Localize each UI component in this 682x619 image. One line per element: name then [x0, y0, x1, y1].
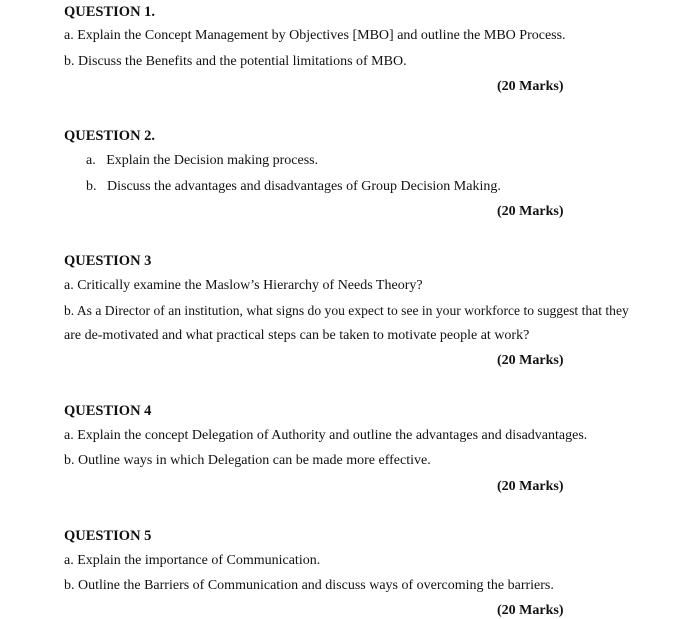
question-4-title: QUESTION 4 [64, 403, 152, 419]
question-5-title: QUESTION 5 [64, 528, 152, 544]
question-3-item-b: b. As a Director of an institution, what signs do you expect to see in your workforce to suggest that they [64, 303, 629, 318]
question-3-item-a: a. Critically examine the Maslow’s Hierarchy of Needs Theory? [64, 278, 423, 293]
question-1-marks: (20 Marks) [497, 79, 564, 94]
question-1-title: QUESTION 1. [64, 4, 156, 20]
question-4-marks: (20 Marks) [497, 479, 564, 494]
question-4-item-a: a. Explain the concept Delegation of Authority and outline the advantages and disadvantages. [64, 428, 588, 443]
question-2-item-b: b. Discuss the advantages and disadvantages of Group Decision Making. [86, 179, 501, 194]
question-3-item-b-continued: are de-motivated and what practical steps can be taken to motivate people at work? [64, 328, 530, 343]
question-5-marks: (20 Marks) [497, 603, 564, 618]
question-1-item-a: a. Explain the Concept Management by Objectives [MBO] and outline the MBO Process. [64, 28, 566, 43]
question-4-item-b: b. Outline ways in which Delegation can be made more effective. [64, 453, 431, 468]
question-2-item-a: a. Explain the Decision making process. [86, 153, 319, 168]
question-5-item-b: b. Outline the Barriers of Communication and discuss ways of overcoming the barriers. [64, 578, 554, 593]
question-5-item-a: a. Explain the importance of Communication. [64, 553, 321, 568]
question-2-title: QUESTION 2. [64, 128, 156, 144]
question-3-marks: (20 Marks) [497, 353, 564, 368]
question-2-marks: (20 Marks) [497, 204, 564, 219]
question-1-item-b: b. Discuss the Benefits and the potential limitations of MBO. [64, 54, 407, 69]
question-3-title: QUESTION 3 [64, 253, 152, 269]
